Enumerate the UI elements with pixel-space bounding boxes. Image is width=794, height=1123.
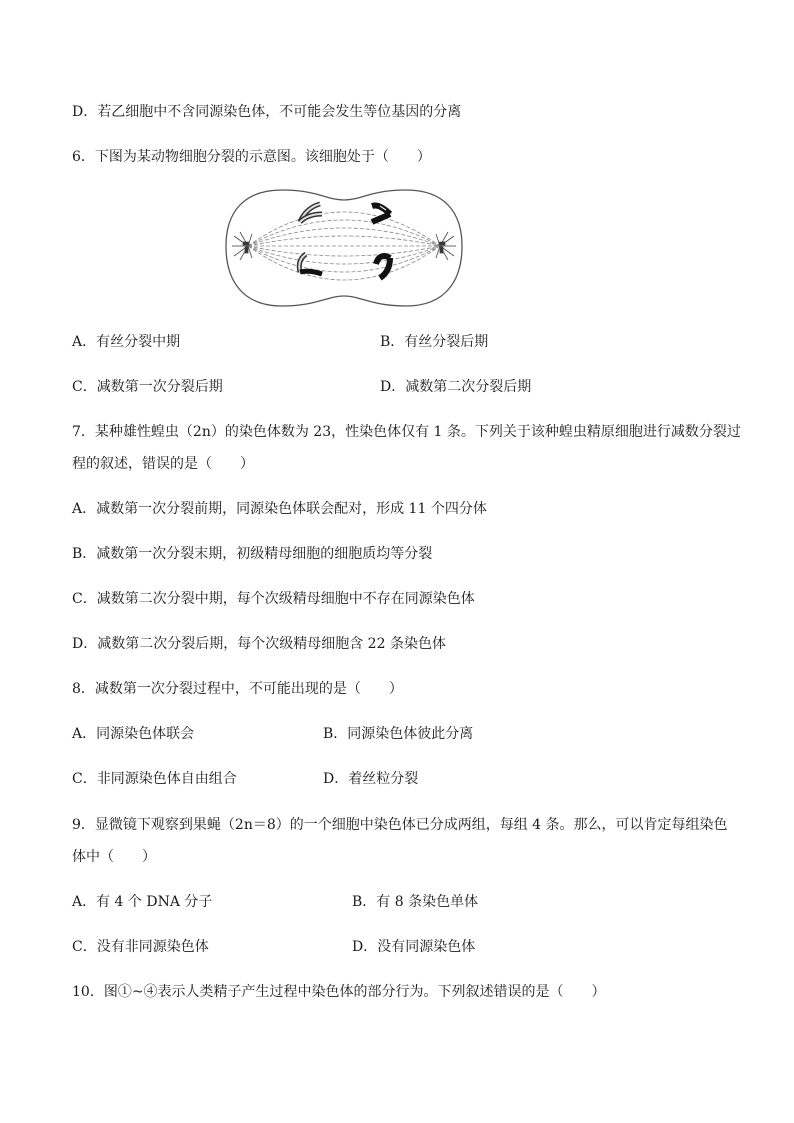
q9-stem-line2: 体中（ ）: [72, 849, 156, 865]
cell-division-figure: [222, 184, 466, 312]
q8-option-b: B．同源染色体彼此分离: [323, 726, 474, 742]
q7-stem-line1: 7．某种雄性蝗虫（2n）的染色体数为 23，性染色体仅有 1 条。下列关于该种蝗虫精原细胞进行减数分裂过: [72, 424, 741, 440]
q5-option-d: D．若乙细胞中不含同源染色体，不可能会发生等位基因的分离: [72, 104, 462, 120]
chromosome-upper-right: [372, 205, 390, 222]
q6-stem: 6．下图为某动物细胞分裂的示意图。该细胞处于（ ）: [72, 149, 431, 165]
q8-option-d: D．着丝粒分裂: [323, 771, 419, 787]
q9-stem-line1: 9．显微镜下观察到果蝇（2n＝8）的一个细胞中染色体已分成两组，每组 4 条。那么，可以肯定每组染色: [72, 817, 728, 833]
chromosome-lower-left: [299, 254, 322, 274]
q9-option-a: A．有 4 个 DNA 分子: [72, 894, 213, 910]
q7-option-b: B．减数第一次分裂末期，初级精母细胞的细胞质均等分裂: [72, 546, 433, 562]
q7-stem-line2: 程的叙述，错误的是（ ）: [72, 456, 254, 472]
q8-stem: 8．减数第一次分裂过程中，不可能出现的是（ ）: [72, 681, 403, 697]
q8-option-a: A．同源染色体联会: [72, 726, 195, 742]
chromosome-upper-left: [300, 204, 322, 222]
q6-option-b: B．有丝分裂后期: [380, 334, 489, 350]
chromosome-lower-right: [376, 256, 390, 278]
q6-option-a: A．有丝分裂中期: [72, 334, 181, 350]
q7-option-d: D．减数第二次分裂后期，每个次级精母细胞含 22 条染色体: [72, 636, 446, 652]
q9-option-c: C．没有非同源染色体: [72, 939, 209, 955]
q7-option-a: A．减数第一次分裂前期，同源染色体联会配对，形成 11 个四分体: [72, 501, 487, 517]
q8-option-c: C．非同源染色体自由组合: [72, 771, 237, 787]
q6-option-c: C．减数第一次分裂后期: [72, 379, 223, 395]
q9-option-d: D．没有同源染色体: [352, 939, 476, 955]
q6-option-d: D．减数第二次分裂后期: [380, 379, 532, 395]
q9-option-b: B．有 8 条染色单体: [352, 894, 479, 910]
q10-stem: 10．图①~④表示人类精子产生过程中染色体的部分行为。下列叙述错误的是（ ）: [72, 984, 606, 1000]
q7-option-c: C．减数第二次分裂中期，每个次级精母细胞中不存在同源染色体: [72, 591, 475, 607]
